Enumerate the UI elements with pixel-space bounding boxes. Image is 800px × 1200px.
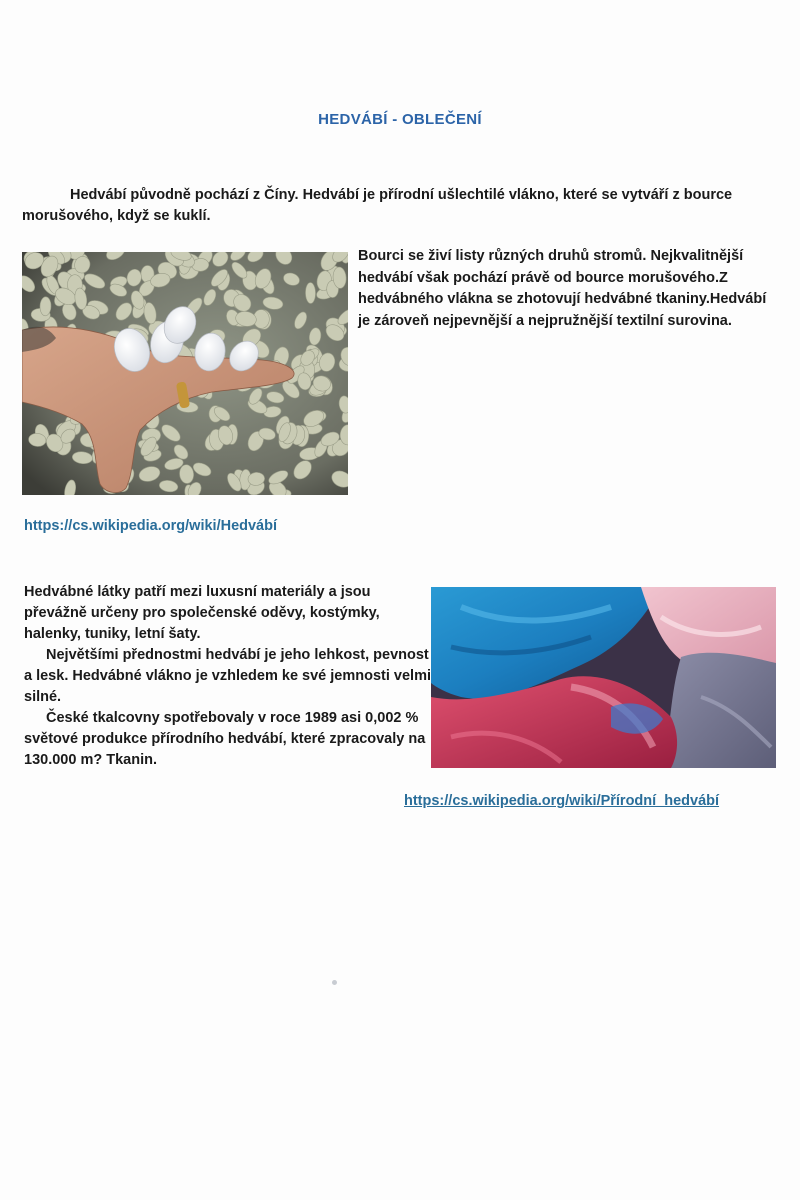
fabric-paragraph-1: Hedvábné látky patří mezi luxusní materiály a jsou převážně určeny pro společenské oděvy, kostýmky, halenky, tuniky, letní šaty.	[24, 584, 380, 642]
silk-fabrics-photo	[431, 587, 776, 768]
wikipedia-link-hedvabi[interactable]: https://cs.wikipedia.org/wiki/Hedvábí	[24, 518, 277, 534]
scan-speck	[332, 980, 337, 985]
cocoon-description: Bourci se živí listy různých druhů stromů. Nejkvalitnější hedvábí však pochází právě od bource morušového.Z hedvábného vlákna se zhotovují hedvábné tkaniny.Hedvábí je zároveň nejpevnější a nejpružnější textilní surovina.	[358, 248, 767, 329]
silkworm-cocoons-photo	[22, 252, 348, 495]
intro-paragraph: Hedvábí původně pochází z Číny. Hedvábí je přírodní ušlechtilé vlákno, které se vytváří z bource morušového, když se kuklí.	[22, 187, 733, 224]
wikipedia-link-prirodni-hedvabi[interactable]: https://cs.wikipedia.org/wiki/Přírodní_hedvábí	[404, 793, 720, 809]
fabric-description	[24, 582, 434, 771]
page-title: HEDVÁBÍ - OBLEČENÍ	[318, 111, 482, 128]
fabric-paragraph-2: Největšími přednostmi hedvábí je jeho lehkost, pevnost a lesk. Hedvábné vlákno je vzhledem ke své jemnosti velmi silné.	[24, 647, 431, 705]
fabric-paragraph-3: České tkalcovny spotřebovaly v roce 1989 asi 0,002 % světové produkce přírodního hedvábí, které zpracovaly na 130.000 m? Tkanin.	[24, 710, 426, 768]
background-cocoon	[305, 282, 315, 303]
